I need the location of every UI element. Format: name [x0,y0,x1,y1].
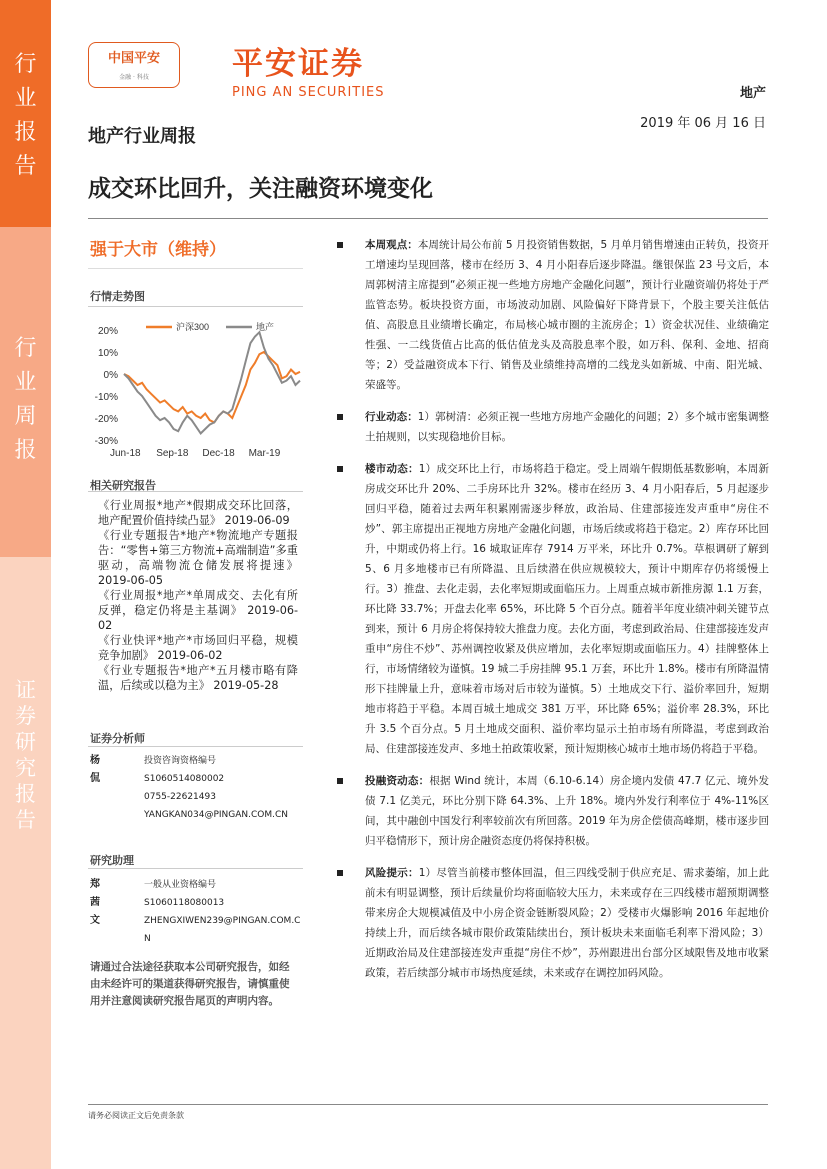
square-bullet-icon [337,870,343,876]
divider [88,746,303,747]
paragraph-body: 本周统计局公布前 5 月投资销售数据，5 月单月销售增速由正转负，投资开工增速均呈现回落，楼市在经历 3、4 月小阳春后逐步降温。继银保监 23 号文后，本周郭树清主席提到“必须正视一些地方房地产金融化问题”，预计行业融资端仍将处于严监管态势。板块投资方面，市场波动加剧、风险偏好下降背景下，个股主要关注低估值、高股息且业绩增长确定，布局核心城市圈的主流房企；1）资金状况佳、业绩确定性强、一二线货值占比高的低估值龙头及高股息率个股，如万科、保利、金地、招商等；2）受益融资成本下行、销售及业绩维持高增的二线龙头如新城、中南、阳光城、荣盛等。 [365,239,770,391]
related-report-link[interactable]: 《行业快评*地产*市场回归平稳，规模竞争加剧》 2019-06-02 [98,634,298,662]
divider [88,868,303,869]
paragraph-body: 1）郭树清：必须正视一些地方房地产金融化的问题；2）多个城市密集调整土拍规则，以实现稳地价目标。 [365,411,770,443]
sidebar-char: 报 [15,782,36,806]
brand-name-cn: 平安证券 [232,46,364,82]
analyst-qualification-id: S1060514080002 [144,774,225,784]
report-type: 地产行业周报 [88,126,196,147]
pingan-logo [88,42,180,88]
assistant-info [144,876,306,948]
assistant-qualification-label: 一般从业资格编号 [144,880,217,890]
analyst-name: 杨侃 [90,755,100,784]
sidebar-char: 证 [15,678,36,702]
logo-subtext: 金融 · 科技 [119,74,149,81]
assistant-name: 郑茜文 [90,879,100,926]
y-tick-label: -30% [94,436,118,447]
y-tick-label: -10% [94,392,118,403]
sidebar-char: 告 [15,808,36,832]
rating-badge: 强于大市（维持） [90,240,226,260]
y-tick-label: -20% [94,414,118,425]
x-tick-label: Dec-18 [202,448,235,459]
paragraph-body: 1）尽管当前楼市整体回温，但三四线受制于供应充足、需求萎缩，加上此前未有明显调整，预计后续量价均将面临较大压力，未来或存在三四线楼市超预期调整带来房企大规模减值及中小房企资金链断裂风险；2）受楼市火爆影响 2016 年起地价持续上升，而后续各城市限价政策陆续出台，预计板块未来面临毛利率下滑风险；3）近期政治局及住建部接连发声重提“房住不炒”，苏州跟进出台部分区域限售及地市收紧政策，若后续部分城市市场热度延续，未来或存在调控加码风险。 [365,867,770,979]
main-content [337,235,769,995]
divider [88,268,303,269]
paragraph-heading: 风险提示： [365,867,419,879]
y-tick-label: 20% [97,326,118,337]
divider [88,491,303,492]
assistant-section-title: 研究助理 [90,854,134,867]
sidebar-char: 业 [14,370,37,395]
square-bullet-icon [337,778,343,784]
analyst-qualification-label: 投资咨询资格编号 [144,756,217,766]
sidebar-char: 券 [15,704,36,728]
related-reports-list [98,498,298,693]
assistant-email[interactable]: ZHENGXIWEN239@PINGAN.COM.CN [144,916,301,944]
x-tick-label: Jun-18 [110,448,141,459]
summary-paragraph [337,235,769,395]
divider [88,306,303,307]
sidebar-char: 业 [14,86,37,111]
y-tick-label: 10% [97,348,118,359]
paragraph-heading: 本周观点： [365,239,418,251]
sidebar-char: 行 [14,336,37,361]
brand [232,38,385,100]
square-bullet-icon [337,466,343,472]
series-line [124,332,300,433]
paragraph-body: 1）成交环比上行，市场将趋于稳定。受上周端午假期低基数影响，本周新房成交环比升 20%、二手房环比升 32%。楼市在经历 3、4 月小阳春后，5 月起逐步回归平稳，随着过去两年积累刚需逐步释放，政治局、住建部接连发声重申“房住不炒”、郭主席提出正视地方房地产金融化问题，市场后续或将趋于稳定。2）库存环比回升，中期或仍将上行。16 城取证库存 7914 万平米，环比升 0.7%。草根调研了解到 5、6 月多地楼市已有所降温、且后续潜在供应规模较大，预计中期库存仍将缓慢上行。3）推盘、去化走弱，去化率短期或面临压力。上周重点城市新推房源 1.1 万套，环比降 33.7%；开盘去化率 65%，环比降 5 个百分点。随着半年度业绩冲刺关键节点到来，预计 6 月房企将保持较大推盘力度。去化方面，考虑到政治局、住建部接连发声重申“房住不炒”、苏州调控收紧及供应增加，去化率短期或面临压力。4）挂牌整体上行，市场情绪较为谨慎。19 城二手房挂牌 95.1 万套，环比升 1.8%。楼市有所降温情形下挂牌量上升，意味着市场对后市较为谨慎。5）土地成交下行、溢价率回升，短期地市将趋于平稳。本周百城土地成交 381 万平，环比降 65%；溢价率 28.3%，环比升 3.5 个百分点。5 月土地成交面积、溢价率均显示土拍市场有所降温，考虑到政治局、住建部接连发声、多地土拍政策收紧，预计短期核心城市土地市场仍将趋于平稳。 [365,463,770,755]
sidebar-char: 究 [15,756,36,780]
analyst-email[interactable]: YANGKAN034@PINGAN.COM.CN [144,810,289,820]
sidebar-char: 报 [14,120,37,145]
disclaimer-text: 请通过合法途径获取本公司研究报告，如经由未经许可的渠道获得研究报告，请慎重使用并注意阅读研究报告尾页的声明内容。 [90,961,290,1007]
paragraph-heading: 行业动态： [365,411,418,423]
sidebar-block-report-type [0,0,51,227]
financing-paragraph [337,771,769,851]
sidebar-char: 行 [14,52,37,77]
sidebar-char: 报 [14,438,37,463]
related-report-link[interactable]: 《行业专题报告*地产*物流地产专题报告：“零售+第三方物流+高端制造”多重驱动，高端物流仓储发展将提速》 2019-06-05 [98,529,298,587]
assistant-qualification-id: S1060118080013 [144,898,225,908]
x-tick-label: Sep-18 [156,448,189,459]
market-news-paragraph [337,459,769,759]
square-bullet-icon [337,414,343,420]
sidebar-block-weekly [0,227,51,557]
logo-text: 中国平安 [107,51,160,66]
paragraph-heading: 投融资动态： [365,775,430,787]
header-divider [88,218,768,219]
paragraph-body: 根据 Wind 统计，本周（6.10-6.14）房企境内发债 47.7 亿元、境外发债 7.1 亿美元，环比分别下降 64.3%、上升 18%。境内外发行利率位于 4%-11%区间，其中融创中国发行利率较前次有所回落。2019 年为房企偿债高峰期，楼市逐步回归平稳情形下，预计房企融资态度仍将保持积极。 [365,775,769,847]
brand-name-en: PING AN SECURITIES [232,85,385,100]
analyst-section-title: 证券分析师 [90,732,145,745]
industry-news-paragraph [337,407,769,447]
sidebar-char: 告 [14,154,37,179]
related-section-title: 相关研究报告 [90,479,156,492]
risk-paragraph [337,863,769,983]
paragraph-heading: 楼市动态： [365,463,419,475]
chart-section-title: 行情走势图 [90,290,145,303]
legend-label: 地产 [256,322,275,332]
analyst-phone: 0755-22621493 [144,792,216,802]
y-tick-label: 0% [103,370,118,381]
page-title: 成交环比回升，关注融资环境变化 [88,176,433,202]
sidebar-block-research [0,557,51,1169]
legend-label: 沪深300 [176,322,210,332]
analyst-info [144,752,306,824]
related-report-link[interactable]: 《行业专题报告*地产*五月楼市略有降温，后续或以稳为主》 2019-05-28 [98,664,298,692]
footer-divider [88,1104,768,1105]
square-bullet-icon [337,242,343,248]
industry-tag: 地产 [739,86,766,101]
trend-chart [88,318,303,468]
report-date: 2019 年 06 月 16 日 [640,116,766,131]
sidebar-char: 研 [15,730,36,754]
x-tick-label: Mar-19 [248,448,281,459]
related-report-link[interactable]: 《行业周报*地产*假期成交环比回落，地产配置价值持续凸显》 2019-06-09 [98,499,298,527]
footer-note: 请务必阅读正文后免责条款 [88,1111,184,1120]
left-sidebar [0,0,51,1169]
sidebar-char: 周 [14,404,37,429]
series-line [124,352,300,422]
related-report-link[interactable]: 《行业周报*地产*单周成交、去化有所反弹，稳定仍将是主基调》 2019-06-02 [98,589,298,632]
